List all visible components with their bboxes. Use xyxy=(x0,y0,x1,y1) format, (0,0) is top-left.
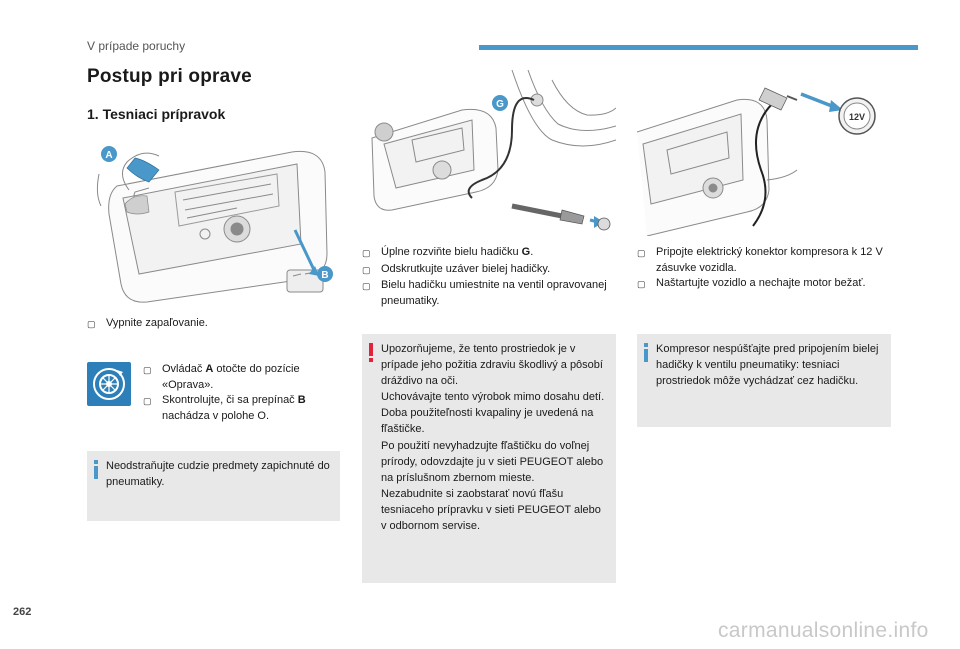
list-item xyxy=(637,245,891,276)
step-text: Úplne rozviňte bielu hadičku xyxy=(381,246,522,258)
hose-to-valve-illustration xyxy=(362,70,616,236)
warning-icon xyxy=(369,343,373,363)
info-box-compressor xyxy=(637,334,891,427)
bullet-marker: ▢ xyxy=(362,281,371,291)
step-text: Ovládač xyxy=(162,363,206,375)
step-ignition-off xyxy=(87,316,337,333)
step-text: Pripojte elektrický konektor kompresora k 12 V zásuvke vozidla. xyxy=(656,246,883,274)
step-text: Skontrolujte, či sa prepínač xyxy=(162,394,298,406)
step-text: Bielu hadičku umiestnite na ventil opravovanej pneumatiky. xyxy=(381,279,607,307)
bullet-marker: ▢ xyxy=(637,279,646,289)
warning-paragraph: Doba použiteľnosti kvapaliny je uvedená na fľaštičke. xyxy=(381,407,594,436)
info-icon xyxy=(644,343,648,363)
list-item xyxy=(143,362,339,393)
step-text: nachádza v polohe O. xyxy=(162,409,270,422)
step-text-bold: B xyxy=(297,394,306,406)
socket-label: 12V xyxy=(848,112,866,122)
label-g: G xyxy=(496,99,504,110)
warning-paragraph: Upozorňujeme, že tento prostriedok je v prípade jeho požitia zdraviu škodlivý a pôsobí dráždivo na oči. xyxy=(381,343,603,388)
step-text: . xyxy=(530,246,534,258)
section-subtitle: 1. Tesniaci prípravok xyxy=(87,106,226,122)
hose-steps xyxy=(362,245,614,309)
list-item xyxy=(362,278,614,309)
bullet-marker: ▢ xyxy=(143,396,152,406)
header-rule xyxy=(479,45,918,50)
list-item xyxy=(362,245,614,262)
step-text: otočte do pozície «Oprava». xyxy=(162,363,300,391)
step-text-bold: A xyxy=(205,363,214,375)
page-number: 262 xyxy=(13,606,32,618)
12v-plug-illustration xyxy=(637,70,891,236)
bullet-marker: ▢ xyxy=(362,248,371,258)
label-a: A xyxy=(105,150,113,161)
section-label: V prípade poruchy xyxy=(87,39,186,53)
compressor-kit-illustration xyxy=(87,134,339,306)
warning-text xyxy=(381,341,608,534)
bullet-marker: ▢ xyxy=(362,264,371,275)
warning-paragraph: Nezabudnite si zaobstarať novú fľašu tesniaceho prípravku v sieti PEUGEOT alebo v odbornom servise. xyxy=(381,487,601,533)
step-text: Vypnite zapaľovanie. xyxy=(106,317,208,329)
step-text: Naštartujte vozidlo a nechajte motor bežať. xyxy=(656,277,866,289)
warning-box-sealant xyxy=(362,334,616,583)
list-item xyxy=(143,393,339,424)
warning-paragraph: Uchovávajte tento výrobok mimo dosahu detí. xyxy=(381,391,605,404)
info-text: Neodstraňujte cudzie predmety zapichnuté do pneumatiky. xyxy=(106,460,330,488)
info-text: Kompresor nespúšťajte pred pripojením bielej hadičky k ventilu pneumatiky: tesniaci prostriedok môže vychádzať cez hadičku. xyxy=(656,343,879,387)
bullet-marker: ▢ xyxy=(637,248,646,258)
watermark: carmanualsonline.info xyxy=(718,619,929,642)
tire-repair-icon xyxy=(87,362,131,406)
list-item xyxy=(362,262,614,279)
bullet-marker: ▢ xyxy=(87,319,96,329)
label-b: B xyxy=(321,270,329,281)
plug-steps xyxy=(637,245,891,293)
page-title: Postup pri oprave xyxy=(87,66,252,87)
bullet-marker: ▢ xyxy=(143,365,152,375)
step-text: Odskrutkujte uzáver bielej hadičky. xyxy=(381,262,551,275)
step-text-bold: G xyxy=(521,246,531,258)
step-repair-position xyxy=(143,362,339,424)
list-item xyxy=(87,316,337,333)
warning-paragraph: Po použití nevyhadzujte fľaštičku do voľnej prírody, odovzdajte ju v sieti PEUGEOT alebo na príslušnom zbernom mieste. xyxy=(381,439,604,484)
list-item xyxy=(637,276,891,293)
info-box-foreign-objects xyxy=(87,451,340,521)
info-icon xyxy=(94,460,98,480)
